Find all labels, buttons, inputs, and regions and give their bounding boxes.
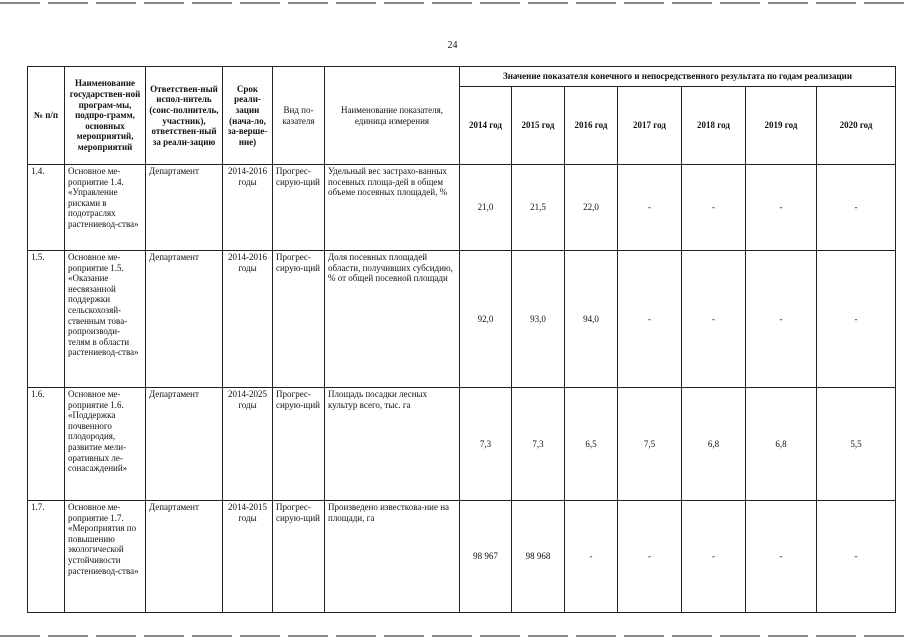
row-term: 2014-2016 годы <box>223 251 273 388</box>
header-year: 2019 год <box>746 87 817 165</box>
row-responsible: Департамент <box>146 388 223 501</box>
row-name: Основное ме-роприятие 1.6. «Поддержка почвенного плодородия, развитие мели-оративных ле-сонасаждений» <box>65 388 146 501</box>
header-indicator: Наименование показателя, единица измерения <box>325 67 460 165</box>
row-value: - <box>817 251 896 388</box>
page-number: 24 <box>447 40 458 51</box>
header-year: 2014 год <box>460 87 512 165</box>
row-name: Основное ме-роприятие 1.7. «Мероприятия по повышению экологической устойчивости растениевод-ства» <box>65 501 146 613</box>
header-responsible: Ответствен-ный испол-нитель (соис-полнитель, участник), ответствен-ный за реали-зацию <box>146 67 223 165</box>
row-value: 7,3 <box>512 388 565 501</box>
row-type: Прогрес-сирую-щий <box>273 501 325 613</box>
header-year: 2018 год <box>682 87 746 165</box>
header-year: 2016 год <box>565 87 618 165</box>
table-row <box>28 165 896 251</box>
row-value: - <box>618 165 682 251</box>
header-year: 2020 год <box>817 87 896 165</box>
header-name: Наименование государствен-ной програм-мы, подпро-грамм, основных мероприятий, мероприятий <box>65 67 146 165</box>
row-name: Основное ме-роприятие 1.4. «Управление рисками в подотраслях растениевод-ства» <box>65 165 146 251</box>
header-num: № п/п <box>28 67 65 165</box>
row-value: - <box>565 501 618 613</box>
row-value: 6,5 <box>565 388 618 501</box>
row-term: 2014-2015 годы <box>223 501 273 613</box>
header-term: Срок реали-зации (нача-ло, за-верше-ние) <box>223 67 273 165</box>
row-number: 1.4. <box>28 165 65 251</box>
row-value: - <box>817 165 896 251</box>
row-responsible: Департамент <box>146 165 223 251</box>
row-value: - <box>618 501 682 613</box>
indicators-table <box>27 66 896 613</box>
row-value: 98 967 <box>460 501 512 613</box>
row-value: - <box>746 501 817 613</box>
row-value: 21,0 <box>460 165 512 251</box>
row-term: 2014-2016 годы <box>223 165 273 251</box>
row-type: Прогрес-сирую-щий <box>273 388 325 501</box>
row-value: - <box>682 165 746 251</box>
header-year: 2015 год <box>512 87 565 165</box>
row-value: - <box>746 165 817 251</box>
table-row <box>28 501 896 613</box>
row-value: 93,0 <box>512 251 565 388</box>
row-responsible: Департамент <box>146 501 223 613</box>
top-scan-border <box>0 2 905 4</box>
header-type: Вид по-казателя <box>273 67 325 165</box>
row-value: 22,0 <box>565 165 618 251</box>
row-value: 6,8 <box>682 388 746 501</box>
table-row <box>28 388 896 501</box>
row-type: Прогрес-сирую-щий <box>273 165 325 251</box>
row-term: 2014-2025 годы <box>223 388 273 501</box>
row-indicator: Произведено известкова-ние на площади, га <box>325 501 460 613</box>
row-value: 7,5 <box>618 388 682 501</box>
header-values-group: Значение показателя конечного и непосредственного результата по годам реализации <box>460 67 896 87</box>
row-number: 1.6. <box>28 388 65 501</box>
row-indicator: Удельный вес застрахо-ванных посевных площа-дей в общем объеме посевных площадей, % <box>325 165 460 251</box>
row-number: 1.7. <box>28 501 65 613</box>
row-indicator: Доля посевных площадей области, получивших субсидию, % от общей посевной площади <box>325 251 460 388</box>
row-value: 7,3 <box>460 388 512 501</box>
row-name: Основное ме-роприятие 1.5. «Оказание несвязанной поддержки сельскохозяй-ственным това-ропроизводи-телям в области растениевод-ства» <box>65 251 146 388</box>
row-number: 1.5. <box>28 251 65 388</box>
header-row-1 <box>28 67 896 87</box>
row-responsible: Департамент <box>146 251 223 388</box>
row-value: - <box>682 501 746 613</box>
row-value: - <box>817 501 896 613</box>
row-value: 6,8 <box>746 388 817 501</box>
row-value: 21,5 <box>512 165 565 251</box>
row-value: 92,0 <box>460 251 512 388</box>
row-indicator: Площадь посадки лесных культур всего, тыс. га <box>325 388 460 501</box>
header-year: 2017 год <box>618 87 682 165</box>
row-type: Прогрес-сирую-щий <box>273 251 325 388</box>
row-value: 98 968 <box>512 501 565 613</box>
row-value: - <box>682 251 746 388</box>
row-value: - <box>618 251 682 388</box>
row-value: - <box>746 251 817 388</box>
row-value: 94,0 <box>565 251 618 388</box>
table-row <box>28 251 896 388</box>
row-value: 5,5 <box>817 388 896 501</box>
bottom-scan-border <box>0 635 905 637</box>
